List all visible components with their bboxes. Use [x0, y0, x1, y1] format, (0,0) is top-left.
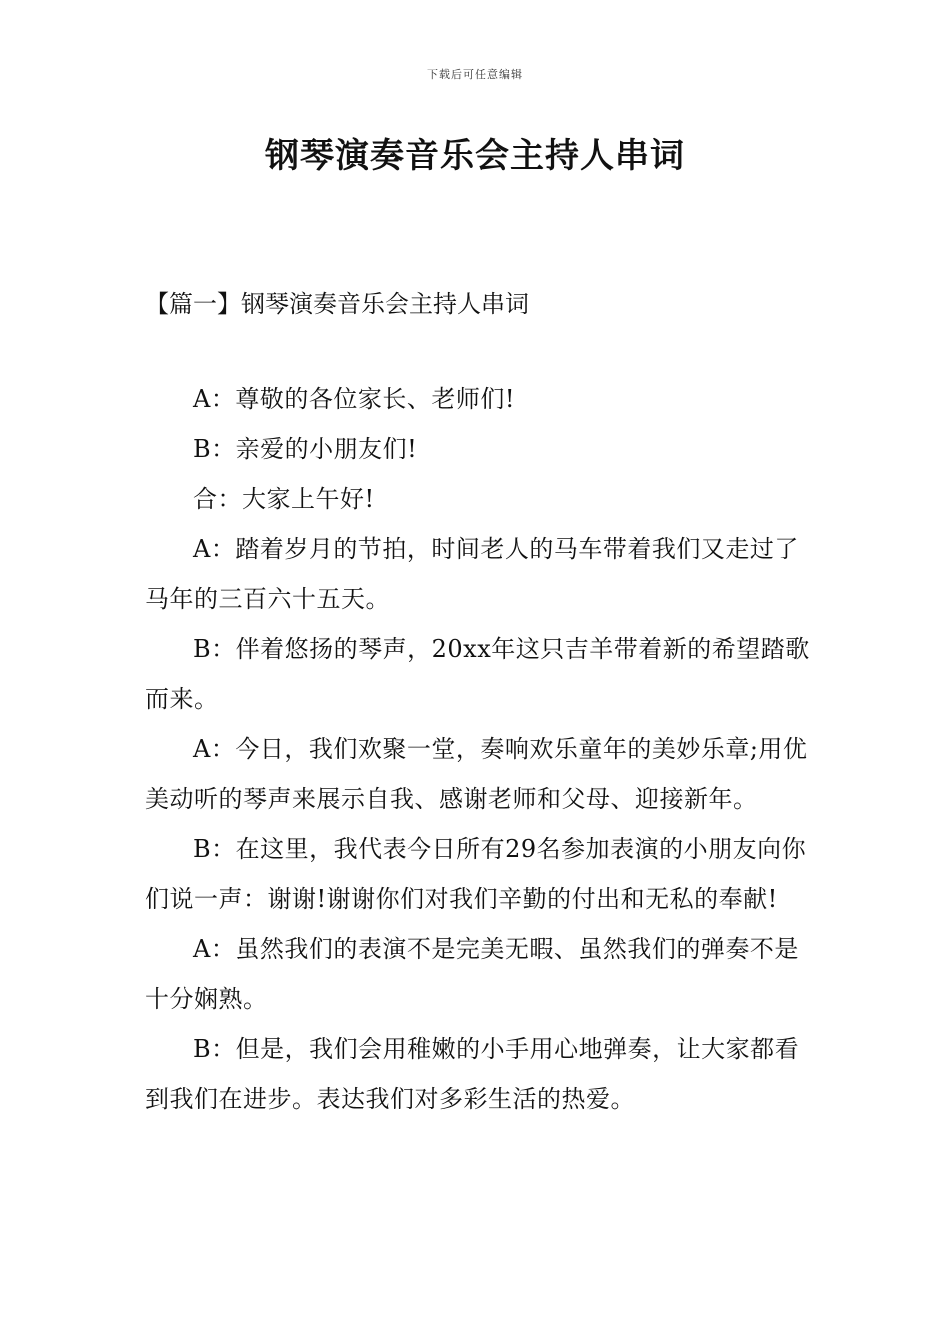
- paragraph: B：亲爱的小朋友们!: [193, 435, 418, 463]
- paragraph: A：今日，我们欢聚一堂，奏响欢乐童年的美妙乐章;用优美动听的琴声来展示自我、感谢老师和父母、迎接新年。: [145, 735, 808, 813]
- paragraph: B：但是，我们会用稚嫩的小手用心地弹奏，让大家都看到我们在进步。表达我们对多彩生活的热爱。: [145, 1035, 800, 1113]
- document-title: 钢琴演奏音乐会主持人串词: [265, 136, 685, 176]
- body-text: [145, 374, 810, 1124]
- paragraph: A：踏着岁月的节拍，时间老人的马车带着我们又走过了马年的三百六十五天。: [145, 535, 799, 613]
- paragraph: 合：大家上午好!: [193, 485, 375, 513]
- paragraph: B：伴着悠扬的琴声，20xx年这只吉羊带着新的希望踏歌而来。: [145, 635, 810, 713]
- section-heading: 【篇一】钢琴演奏音乐会主持人串词: [145, 290, 529, 318]
- paragraph: A：虽然我们的表演不是完美无暇、虽然我们的弹奏不是十分娴熟。: [145, 935, 799, 1013]
- paragraph: A：尊敬的各位家长、老师们!: [193, 385, 515, 413]
- header-note: 下载后可任意编辑: [427, 68, 523, 81]
- paragraph: B：在这里，我代表今日所有29名参加表演的小朋友向你们说一声：谢谢!谢谢你们对我们辛勤的付出和无私的奉献!: [145, 835, 807, 913]
